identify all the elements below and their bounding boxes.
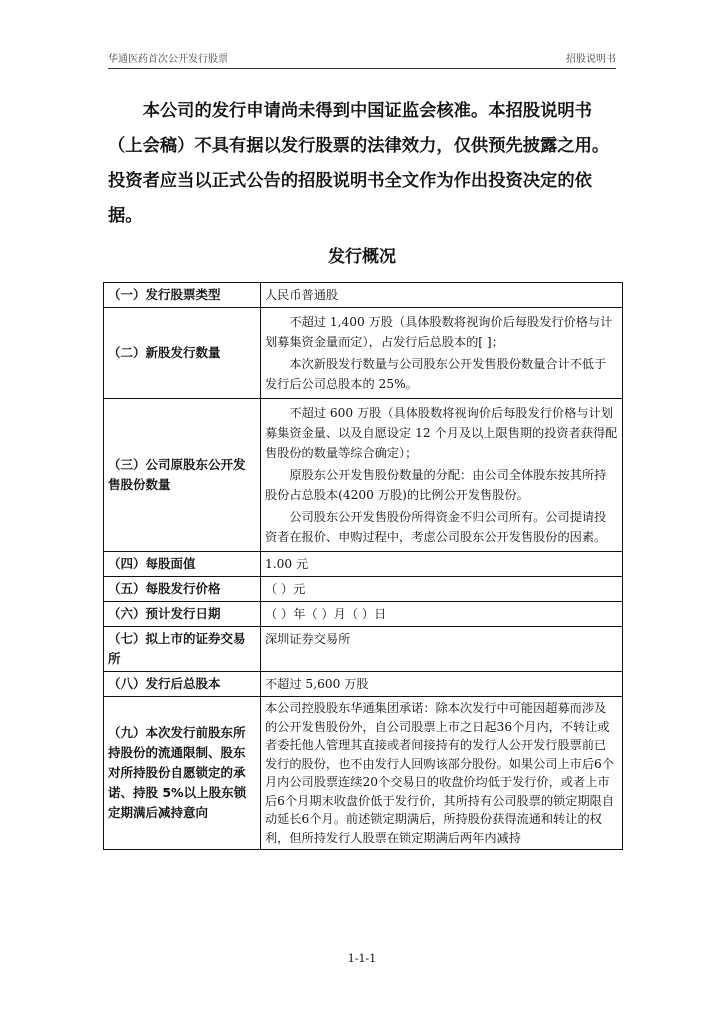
page-number: 1-1-1 [347,952,377,965]
disclaimer-paragraph: 本公司的发行申请尚未得到中国证监会核准。本招股说明书（上会稿）不具有据以发行股票的法律效力，仅供预先披露之用。投资者应当以正式公告的招股说明书全文作为作出投资决定的依据。 [108,101,610,226]
table-row [104,627,623,672]
table-row [104,552,623,577]
table-row [104,399,623,552]
row-value [261,283,623,308]
table-row [104,672,623,697]
value-text: 1.00 元 [265,557,309,571]
value-paragraph: 公司股东公开发售股份所得资金不归公司所有。公司提请投资者在报价、申购过程中，考虑公司股东公开发售股份的因素。 [265,510,607,544]
row-label: （一）发行股票类型 [104,283,261,308]
value-paragraph: 本次新股发行数量与公司股东公开发售股份数量合计不低于发行后公司总股本的 25%。 [265,357,607,391]
table-row [104,283,623,308]
page-header [108,50,616,69]
value-text: 不超过 5,600 万股 [265,677,369,691]
value-text: （ ）元 [265,582,306,596]
table-row [104,577,623,602]
row-label: （三）公司原股东公开发售股份数量 [104,399,261,552]
row-value [261,308,623,399]
overview-table [103,282,623,850]
row-label: （八）发行后总股本 [104,672,261,697]
row-label: （四）每股面值 [104,552,261,577]
row-value [261,577,623,602]
value-text: 人民币普通股 [265,288,339,302]
table-row [104,602,623,627]
header-left: 华通医药首次公开发行股票 [108,54,228,65]
row-label: （七）拟上市的证券交易所 [104,627,261,672]
row-value [261,627,623,672]
section-title: 发行概况 [328,247,396,267]
table-row [104,308,623,399]
row-value [261,552,623,577]
row-value [261,399,623,552]
value-paragraph: 不超过 1,400 万股（具体股数将视询价后每股发行价格与计划募集资金量而定），占发行后总股本的[ ]； [265,315,613,349]
row-label: （二）新股发行数量 [104,308,261,399]
row-label: （九）本次发行前股东所持股份的流通限制、股东对所持股份自愿锁定的承诺、持股 5%以上股东锁定期满后减持意向 [104,697,261,850]
value-text: 深圳证券交易所 [265,632,351,646]
header-right: 招股说明书 [566,54,616,65]
row-label: （六）预计发行日期 [104,602,261,627]
value-paragraph: 原股东公开发售股份数量的分配：由公司全体股东按其所持股份占总股本(4200 万股)的比例公开发售股份。 [265,468,607,502]
value-paragraph: 不超过 600 万股（具体股数将视询价后每股发行价格与计划募集资金量、以及自愿设定 12 个月及以上限售期的投资者获得配售股份的数量等综合确定）； [265,406,618,460]
row-value [261,602,623,627]
value-text: 本公司控股股东华通集团承诺：除本次发行中可能因超募而涉及的公开发售股份外，自公司股票上市之日起36个月内，不转让或者委托他人管理其直接或者间接持有的发行人公开发行股票前已发行的股份，也不由发行人回购该部分股份。如果公司上市后6个月内公司股票连续20个交易日的收盘价均低于发行价，或者上市后6个月期末收盘价低于发行价，其所持有公司股票的锁定期限自动延长6个月。前述锁定期满后，所持股份获得流通和转让的权利，但所持发行人股票在锁定期满后两年内减持 [265,701,615,845]
row-value [261,697,623,850]
row-label: （五）每股发行价格 [104,577,261,602]
value-text: （ ）年（ ）月（ ）日 [265,607,387,621]
row-value [261,672,623,697]
table-row [104,697,623,850]
